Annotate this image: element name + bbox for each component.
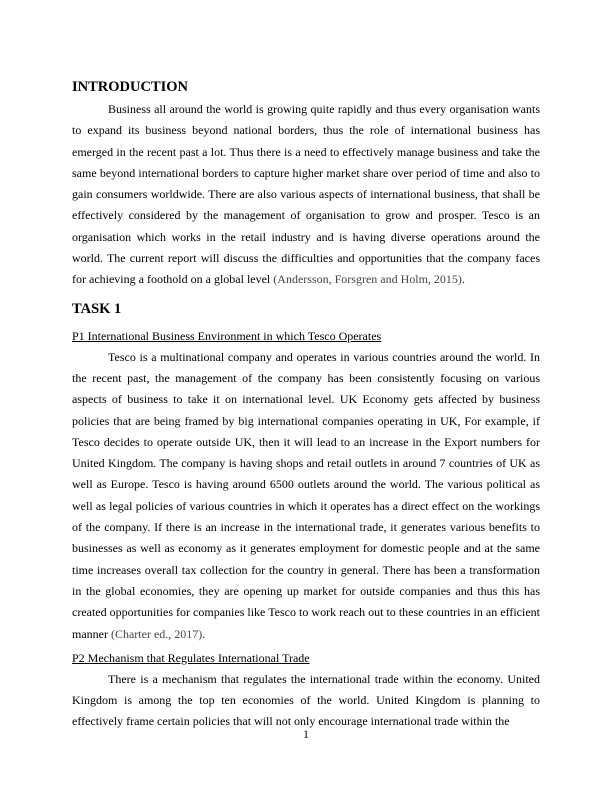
- p2-text: There is a mechanism that regulates the international trade within the economy. United Kingdom is among the top ten economies of the world. United Kingdom is planning to effectively frame certain policies that will not only encourage international trade within the: [72, 671, 540, 729]
- task1-heading: TASK 1: [72, 300, 122, 317]
- p1-paragraph: [72, 347, 540, 645]
- p1-heading: P1 International Business Environment in which Tesco Operates: [72, 328, 382, 343]
- p2-heading: P2 Mechanism that Regulates International Trade: [72, 650, 310, 665]
- p2-paragraph: [72, 669, 540, 733]
- p1-text: Tesco is a multinational company and operates in various countries around the world. In the recent past, the management of the company has been consistently focusing on various aspects of business to take it on international level. UK Economy gets affected by business policies that are being framed by big international companies operating in UK, For example, if Tesco decides to operate outside UK, then it will lead to an increase in the Export numbers for United Kingdom. The company is having shops and retail outlets in around 7 countries of UK as well as Europe. Tesco is having around 6500 outlets around the world. The various political as well as legal policies of various countries in which it operates has a direct effect on the workings of the company. If there is an increase in the international trade, it generates various benefits to businesses as well as economy as it generates employment for domestic people and at the same time increases overall tax collection for the country in general. There has been a transformation in the global economies, they are opening up market for outside companies and thus this has created opportunities for companies like Tesco to work reach out to these countries in an efficient manner: [72, 349, 540, 641]
- introduction-paragraph: [72, 99, 540, 291]
- introduction-end: .: [461, 272, 465, 287]
- introduction-citation: (Andersson, Forsgren and Holm, 2015): [273, 272, 462, 287]
- page-number: 1: [303, 727, 309, 741]
- p1-citation: (Charter ed., 2017): [110, 626, 203, 641]
- p1-end: .: [202, 626, 206, 641]
- introduction-text: Business all around the world is growing quite rapidly and thus every organisation wants to expand its business beyond national borders, thus the role of international business has emerged in the recent past a lot. Thus there is a need to effectively manage business and take the same beyond international borders to capture higher market share over period of time and also to gain consumers worldwide. There are also various aspects of international business, that shall be effectively considered by the management of organisation to grow and prosper. Tesco is an organisation which works in the retail industry and is having diverse operations around the world. The current report will discuss the difficulties and opportunities that the company faces for achieving a foothold on a global level: [72, 102, 540, 287]
- introduction-heading: INTRODUCTION: [72, 79, 189, 95]
- page-content: [72, 78, 540, 737]
